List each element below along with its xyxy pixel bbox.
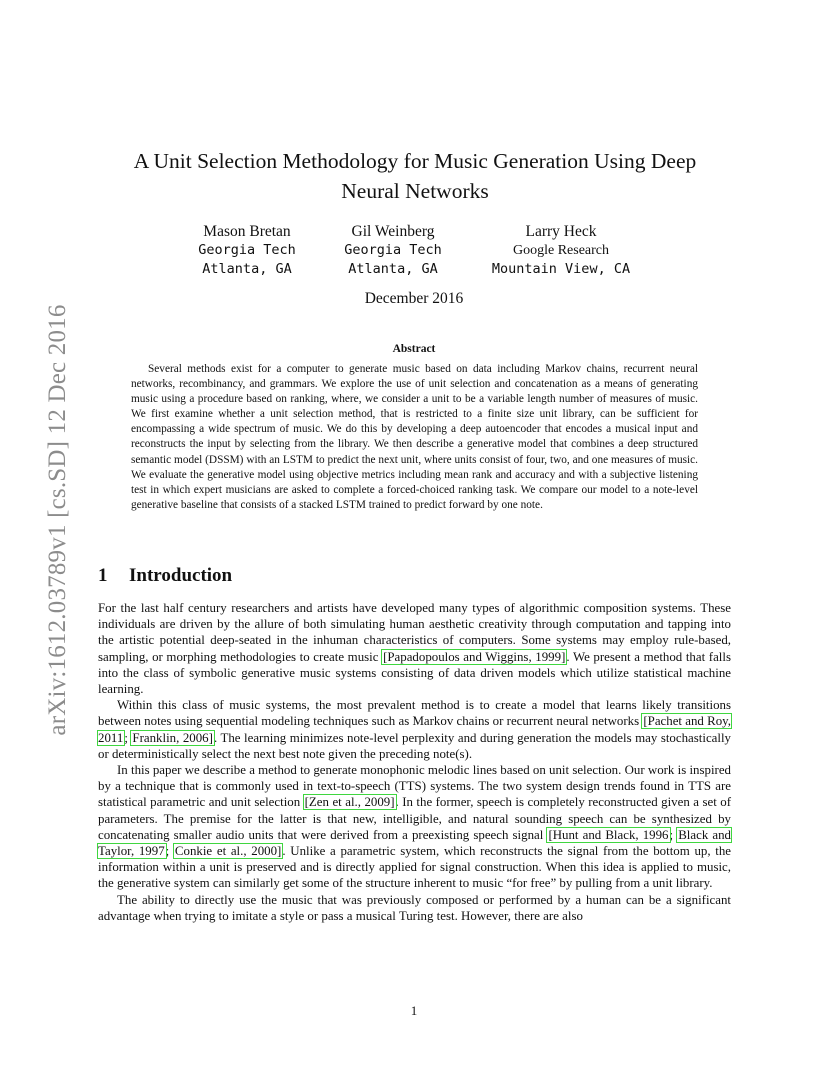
paper-title — [90, 146, 740, 206]
paragraph — [98, 600, 731, 697]
author-2 — [303, 222, 483, 279]
section-heading — [98, 565, 232, 587]
text-run: Within this class of music systems, the most prevalent method is to create a model that learns likely transitions between notes using sequential modeling techniques such as Markov chains or recurrent neural networks — [98, 698, 731, 729]
text-run: For the last half century researchers and artists have developed many types of algorithmic composition systems. These individuals are driven by the allure of both simulating human aesthetic creativity through computation and tapping into the artistic potential deep-seated in the inhuman characteristics of computers. Some systems may employ rule-based, sampling, or morphing methodologies to create music — [98, 601, 731, 664]
citation-link[interactable]: [Papadopoulos and Wiggins, 1999] — [383, 649, 566, 664]
author-location: Atlanta, GA — [202, 261, 292, 277]
publication-date: December 2016 — [364, 290, 464, 307]
author-3 — [471, 222, 651, 279]
text-run: . The learning minimizes note-level perplexity and during generation the models may stochastically or deterministically select the next best note given the preceding note(s). — [98, 730, 732, 761]
author-name: Mason Bretan — [203, 223, 291, 240]
text-run: The ability to directly use the music that was previously composed or performed by a human can be a significant advantage when trying to imitate a style or pass a musical Turing test. However, there are also — [98, 892, 731, 923]
text-run: . In the former, speech is completely reconstructed given a set of parameters. The premise for the latter is that new, intelligible, and natural sounding speech can be synthesized by concatenating smaller audio units that were derived from a preexisting speech signal — [98, 795, 731, 842]
citation-link[interactable]: Black and Taylor, 1997 — [98, 827, 731, 859]
title-line-2: Neural Networks — [341, 179, 489, 203]
citation-link[interactable]: Franklin, 2006] — [132, 730, 213, 745]
author-name: Gil Weinberg — [351, 223, 435, 240]
author-affiliation: Google Research — [512, 243, 610, 258]
text-run: . We present a method that falls into the class of symbolic generative music systems consisting of data driven models which utilize statistical machine learning. — [98, 649, 731, 697]
text-run: In this paper we describe a method to generate monophonic melodic lines based on unit selection. Our work is inspired by a technique that is commonly used in text-to-speech (TTS) systems. The two system design trends found in TTS are statistical parametric and unit selection — [98, 763, 731, 810]
arxiv-identifier-stamp[interactable]: arXiv:1612.03789v1 [cs.SD] 12 Dec 2016 — [44, 304, 71, 736]
author-location: Mountain View, CA — [491, 261, 631, 277]
paragraph — [98, 892, 731, 924]
introduction-body — [98, 600, 731, 924]
citation-separator: ; — [165, 844, 174, 859]
citation-link[interactable]: [Pachet and Roy, 2011 — [98, 714, 731, 745]
paragraph — [98, 762, 731, 892]
citation-link[interactable]: [Hunt and Black, 1996 — [548, 827, 669, 842]
citation-separator: ; — [669, 827, 678, 842]
text-run: . Unlike a parametric system, which reconstructs the signal from the bottom up, the information within a unit is preserved and is directly applied for signal construction. When this idea is applied to music, the generative system can similarly get some of the structure inherent to music “for free” by pulling from a unit library. — [98, 844, 732, 891]
abstract-text: Several methods exist for a computer to generate music based on data including Markov chains, recurrent neural networks, recombinancy, and grammars. We explore the use of unit selection and concatenation as a means of generating music using a procedure based on ranking, where, we consider a unit to be a variable length number of measures of music. We first examine whether a unit selection method, that is restricted to a finite size unit library, can be sufficient for encompassing a wide spectrum of music. We do this by developing a deep autoencoder that encodes a musical input and reconstructs the input by selecting from the library. We then describe a generative model that combines a deep structured semantic model (DSSM) with an LSTM to predict the next unit, where units consist of four, two, and one measures of music. We evaluate the generative model using objective metrics including mean rank and accuracy and with a subjective listening test in which expert musicians are asked to complete a forced-choiced ranking task. We compare our model to a note-level generative baseline that consists of a stacked LSTM trained to predict forward by one note. — [131, 363, 698, 511]
citation-separator: ; — [124, 730, 132, 745]
citation-link[interactable]: Conkie et al., 2000] — [174, 844, 282, 859]
section-number: 1 — [98, 565, 108, 586]
author-affiliation: Georgia Tech — [344, 242, 442, 258]
author-name: Larry Heck — [525, 223, 597, 240]
section-title: Introduction — [129, 565, 233, 586]
author-affiliation: Georgia Tech — [198, 242, 296, 258]
paragraph — [98, 697, 731, 762]
page-number: 1 — [410, 1003, 418, 1018]
citation-link[interactable]: [Zen et al., 2009] — [304, 795, 395, 810]
author-location: Atlanta, GA — [348, 261, 438, 277]
title-line-1: A Unit Selection Methodology for Music Generation Using Deep — [133, 149, 697, 173]
abstract-heading: Abstract — [392, 343, 436, 355]
